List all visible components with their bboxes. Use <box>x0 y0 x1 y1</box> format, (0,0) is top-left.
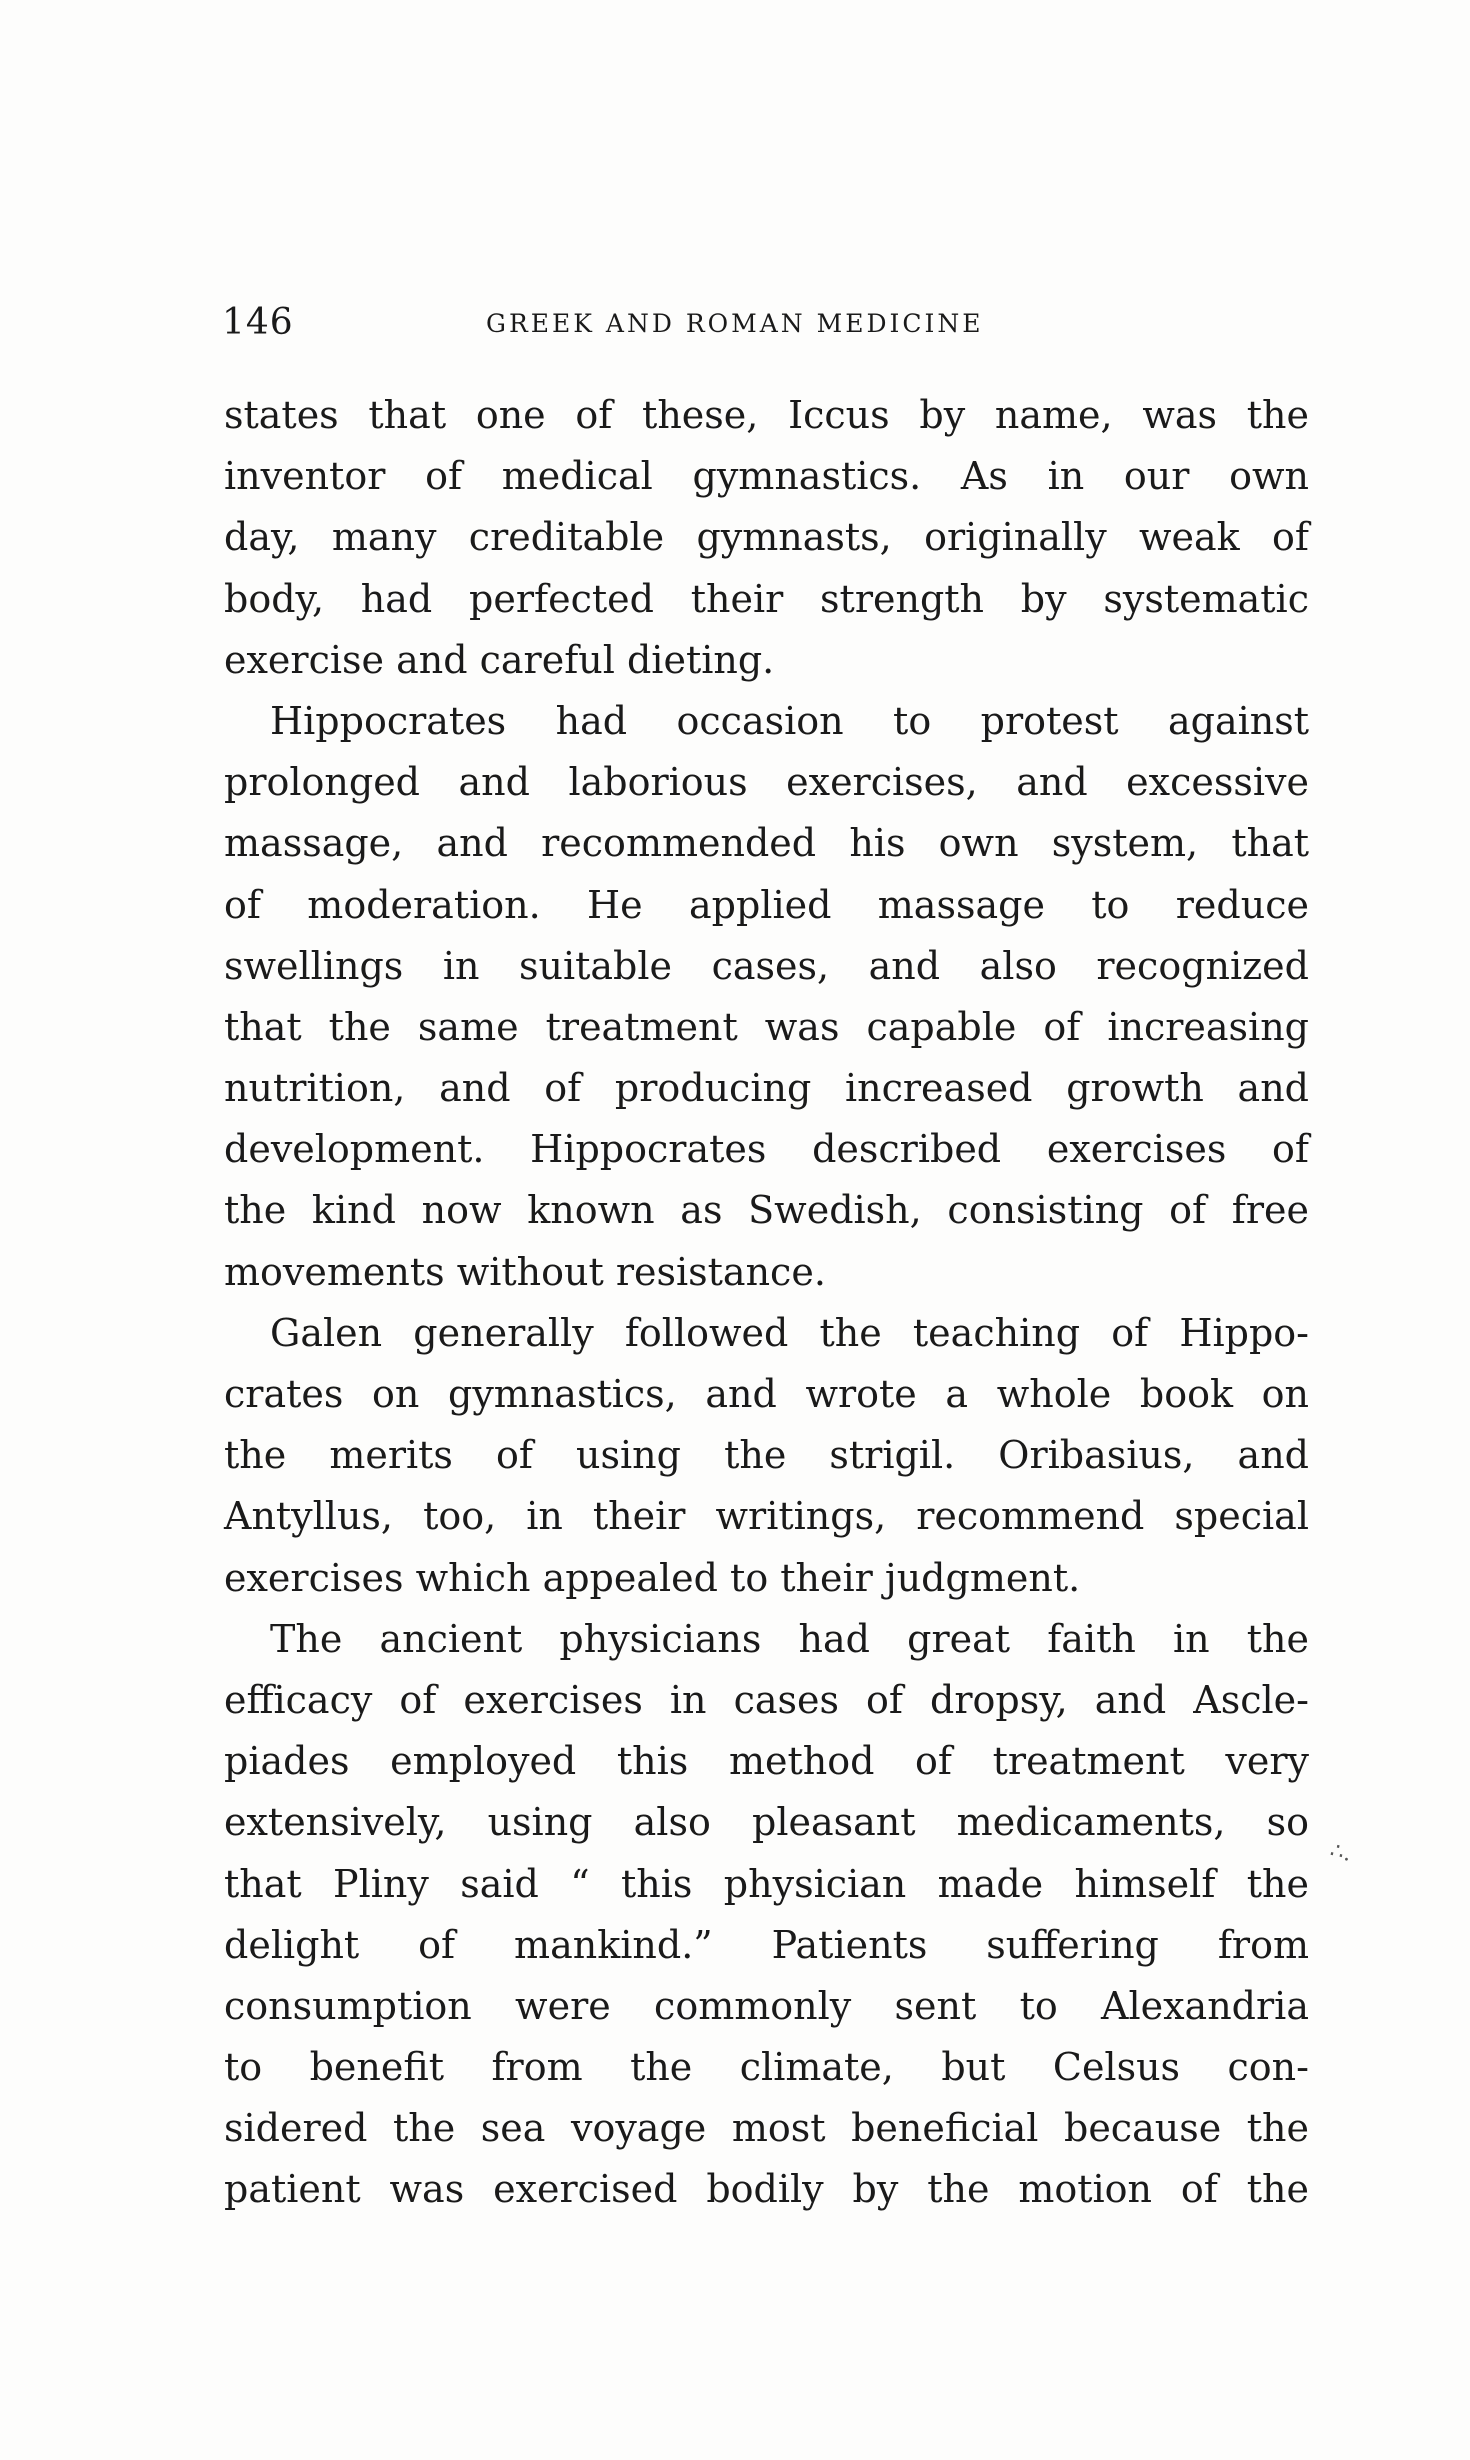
text-line: nutrition, and of producing increased growth and <box>224 1066 1309 1111</box>
text-line: Galen generally followed the teaching of Hippo- <box>270 1310 1309 1355</box>
text-line: Hippocrates had occasion to protest against <box>270 698 1309 743</box>
paragraph-1 <box>224 385 1309 691</box>
running-title: GREEK AND ROMAN MEDICINE <box>486 309 984 338</box>
text-line: to benefit from the climate, but Celsus con- <box>224 2045 1309 2090</box>
text-line: patient was exercised bodily by the motion of the <box>224 2167 1309 2212</box>
text-line: the merits of using the strigil. Oribasius, and <box>224 1433 1309 1478</box>
text-line: massage, and recommended his own system, that <box>224 821 1309 866</box>
text-line: piades employed this method of treatment very <box>224 1739 1309 1784</box>
text-line: inventor of medical gymnastics. As in our own <box>224 454 1309 499</box>
text-line: swellings in suitable cases, and also recognized <box>224 943 1309 988</box>
text-line: that Pliny said “ this physician made himself the <box>224 1861 1309 1906</box>
paragraph-4 <box>224 1609 1309 2221</box>
page-number: 146 <box>222 302 294 343</box>
text-line: day, many creditable gymnasts, originally weak of <box>224 515 1309 560</box>
margin-smudge-mark: ∴․ <box>1327 1838 1354 1867</box>
body-text <box>224 385 1309 2221</box>
text-line: extensively, using also pleasant medicaments, so <box>224 1800 1309 1845</box>
text-line: exercises which appealed to their judgment. <box>224 1555 1081 1600</box>
paragraph-3 <box>224 1303 1309 1609</box>
text-line: states that one of these, Iccus by name, was the <box>224 393 1309 437</box>
text-line: consumption were commonly sent to Alexandria <box>224 1983 1309 2028</box>
text-line: exercise and careful dieting. <box>224 637 775 682</box>
text-line: efficacy of exercises in cases of dropsy, and Ascle- <box>224 1677 1309 1722</box>
text-line: development. Hippocrates described exercises of <box>224 1127 1309 1172</box>
text-line: sidered the sea voyage most beneficial because the <box>224 2106 1309 2151</box>
text-line: delight of mankind.” Patients suffering from <box>224 1922 1309 1967</box>
text-line: crates on gymnastics, and wrote a whole book on <box>224 1372 1309 1416</box>
text-line: prolonged and laborious exercises, and excessive <box>224 760 1309 805</box>
text-line: Antyllus, too, in their writings, recommend special <box>224 1494 1309 1539</box>
text-line: of moderation. He applied massage to reduce <box>224 882 1309 927</box>
text-line: that the same treatment was capable of increasing <box>224 1004 1309 1049</box>
text-line: body, had perfected their strength by systematic <box>224 576 1309 621</box>
text-line: the kind now known as Swedish, consisting of free <box>224 1188 1309 1233</box>
paragraph-2 <box>224 691 1309 1303</box>
text-line: movements without resistance. <box>224 1249 826 1294</box>
text-line: The ancient physicians had great faith in the <box>270 1616 1309 1661</box>
running-head <box>222 298 1307 348</box>
